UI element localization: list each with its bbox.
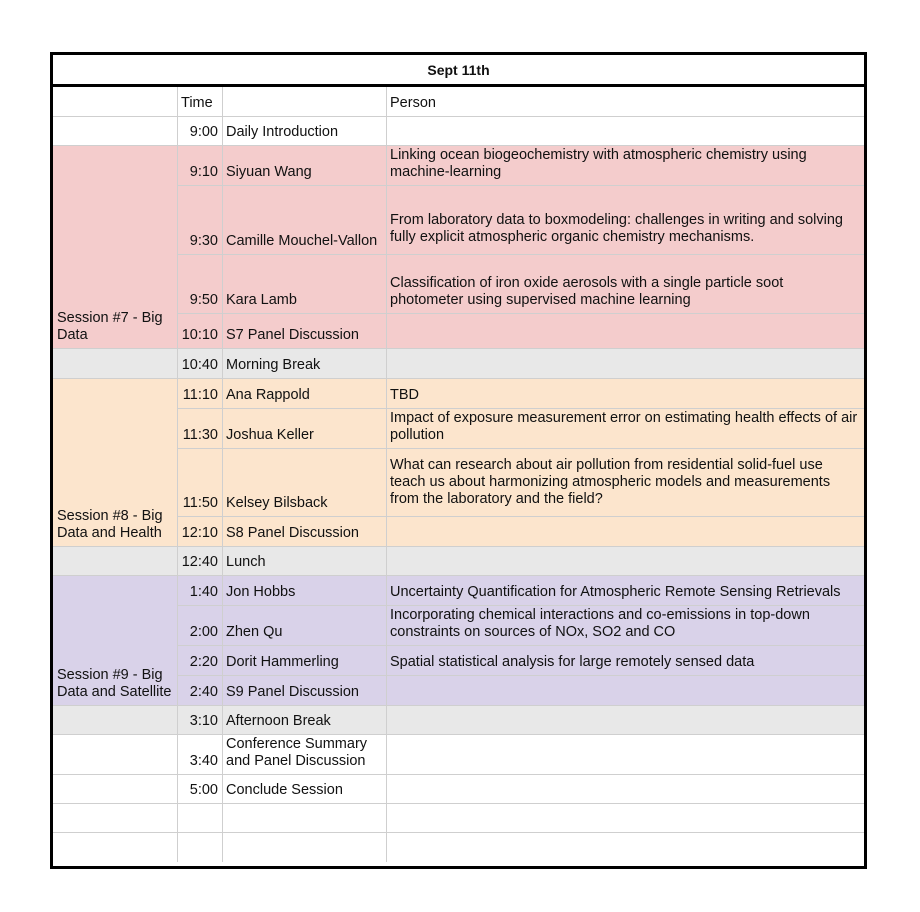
header-speaker: [222, 87, 386, 116]
speaker-cell: Joshua Keller: [226, 427, 314, 443]
speaker-cell: Conclude Session: [226, 782, 343, 798]
table-title: Sept 11th: [53, 55, 864, 87]
talk-title-cell: What can research about air pollution from residential solid-fuel use teach us about harmonizing atmospheric models and measurements from the laboratory and the field?: [390, 457, 831, 507]
speaker-cell: Daily Introduction: [226, 124, 339, 140]
session-label: Session #8 - Big Data and Health: [57, 508, 163, 541]
speaker-cell: Siyuan Wang: [226, 164, 312, 180]
time-cell: 2:20: [189, 654, 218, 670]
time-cell: 11:50: [182, 495, 218, 511]
time-cell: 11:10: [182, 387, 218, 403]
time-cell: 5:00: [189, 782, 218, 798]
time-cell: 2:00: [189, 624, 218, 640]
talk-title-cell: Classification of iron oxide aerosols with a single particle soot photometer using supervised machine learning: [390, 275, 784, 308]
talk-title-cell: Impact of exposure measurement error on estimating health effects of air pollution: [390, 410, 858, 443]
time-cell: 9:30: [189, 233, 218, 249]
talk-title-cell: [386, 675, 864, 705]
time-cell: [177, 803, 222, 832]
speaker-cell: Kelsey Bilsback: [226, 495, 328, 511]
talk-title-cell: [386, 734, 864, 774]
schedule-table: [50, 52, 867, 869]
speaker-cell: Afternoon Break: [226, 713, 331, 729]
speaker-cell: [222, 803, 386, 832]
talk-title-cell: [386, 705, 864, 734]
talk-title-cell: Incorporating chemical interactions and co-emissions in top-down constraints on sources of NOx, SO2 and CO: [390, 607, 810, 640]
time-cell: 1:40: [189, 584, 218, 600]
talk-title-cell: [386, 774, 864, 803]
speaker-cell: [222, 832, 386, 862]
speaker-cell: S9 Panel Discussion: [226, 684, 359, 700]
time-cell: 12:10: [181, 525, 218, 541]
time-cell: 11:30: [182, 427, 218, 443]
talk-title-cell: From laboratory data to boxmodeling: challenges in writing and solving fully explicit atmospheric organic chemistry mechanisms.: [390, 211, 843, 245]
speaker-cell: S8 Panel Discussion: [226, 525, 359, 541]
speaker-cell: Dorit Hammerling: [226, 654, 339, 670]
time-cell: [177, 832, 222, 862]
header-session: [53, 87, 177, 116]
session-label: Session #9 - Big Data and Satellite: [57, 667, 172, 700]
time-cell: 3:40: [189, 753, 218, 769]
talk-title-cell: [386, 832, 864, 862]
speaker-cell: Ana Rappold: [226, 387, 310, 403]
talk-title-cell: Spatial statistical analysis for large remotely sensed data: [390, 654, 755, 670]
talk-title-cell: [386, 546, 864, 575]
talk-title-cell: [386, 313, 864, 348]
talk-title-cell: [386, 348, 864, 378]
talk-title-cell: Uncertainty Quantification for Atmospheric Remote Sensing Retrievals: [390, 584, 841, 600]
speaker-cell: Kara Lamb: [226, 292, 297, 308]
speaker-cell: Lunch: [226, 554, 266, 570]
speaker-cell: Camille Mouchel-Vallon: [226, 233, 378, 249]
time-cell: 3:10: [189, 713, 218, 729]
speaker-cell: Conference Summary and Panel Discussion: [226, 736, 368, 769]
time-cell: 2:40: [189, 684, 218, 700]
talk-title-cell: [386, 803, 864, 832]
speaker-cell: Morning Break: [226, 357, 321, 373]
time-cell: 9:50: [189, 292, 218, 308]
time-cell: 10:40: [181, 357, 218, 373]
speaker-cell: Zhen Qu: [226, 624, 283, 640]
header-time: Time: [181, 95, 213, 111]
talk-title-cell: [386, 116, 864, 145]
talk-title-cell: TBD: [390, 387, 419, 403]
time-cell: 12:40: [181, 554, 218, 570]
time-cell: 10:10: [181, 327, 218, 343]
session-label: Session #7 - Big Data: [57, 310, 163, 343]
talk-title-cell: Linking ocean biogeochemistry with atmospheric chemistry using machine-learning: [390, 147, 807, 180]
talk-title-cell: [386, 516, 864, 546]
time-cell: 9:00: [189, 124, 218, 140]
time-cell: 9:10: [189, 164, 218, 180]
header-person: Person: [390, 95, 436, 111]
speaker-cell: Jon Hobbs: [226, 584, 296, 600]
speaker-cell: S7 Panel Discussion: [226, 327, 359, 343]
